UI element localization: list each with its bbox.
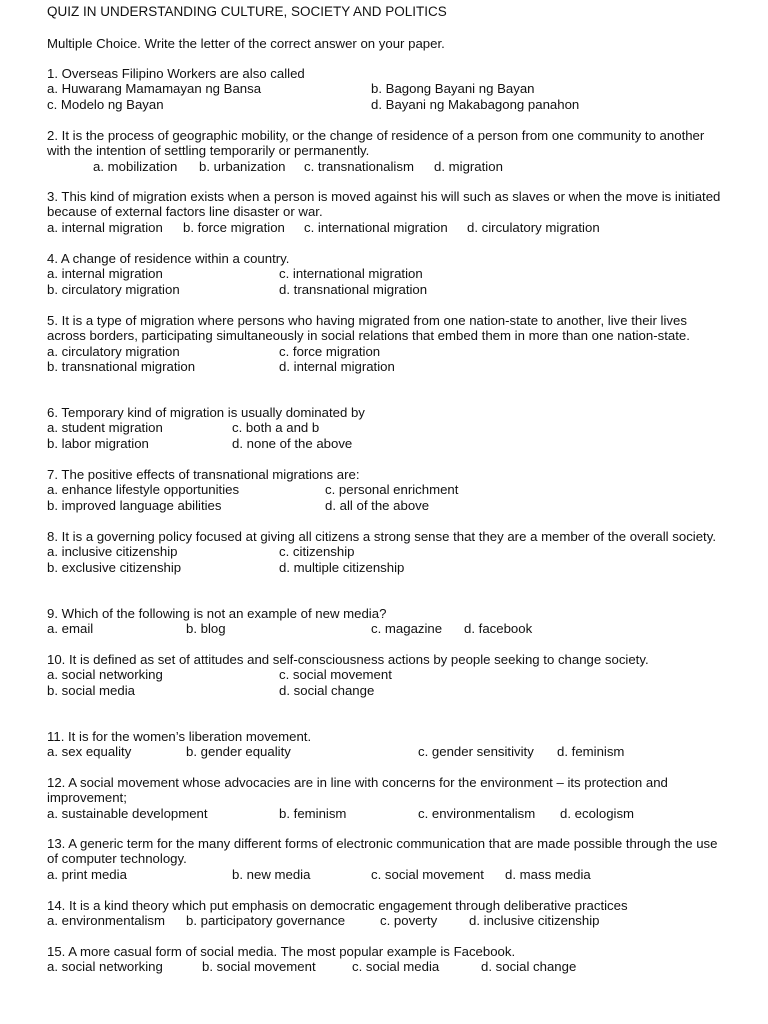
question-stem: 14. It is a kind theory which put emphasis on democratic engagement through deliberative practices: [47, 898, 628, 913]
question-stem: 1. Overseas Filipino Workers are also called: [47, 66, 305, 81]
option-c: c. magazine: [371, 621, 443, 637]
question-stem: 13. A generic term for the many different forms of electronic communication that are made possible through the use of computer technology.: [47, 836, 718, 867]
option-b: b. improved language abilities: [47, 497, 222, 513]
option-d: d. Bayani ng Makabagong panahon: [371, 96, 580, 112]
option-c: c. citizenship: [279, 544, 355, 560]
option-c: c. environmentalism: [418, 805, 536, 821]
option-b: b. circulatory migration: [47, 281, 180, 297]
option-b: b. labor migration: [47, 435, 149, 451]
option-c: c. international migration: [304, 219, 448, 235]
option-b: b. transnational migration: [47, 359, 196, 375]
option-a: a. sex equality: [47, 744, 132, 760]
question-1: [47, 66, 727, 112]
option-d: d. migration: [434, 158, 503, 174]
question-10: [47, 652, 727, 698]
question-stem: 12. A social movement whose advocacies are in line with concerns for the environment – its protection and improvement;: [47, 775, 668, 806]
option-a: a. sustainable development: [47, 805, 208, 821]
option-a: a. enhance lifestyle opportunities: [47, 482, 240, 498]
option-a: a. social networking: [47, 959, 163, 975]
question-stem: 8. It is a governing policy focused at giving all citizens a strong sense that they are a member of the overall society.: [47, 529, 717, 544]
question-7: [47, 467, 727, 513]
instructions: Multiple Choice. Write the letter of the correct answer on your paper.: [47, 36, 445, 51]
question-stem: 7. The positive effects of transnational migrations are:: [47, 467, 360, 482]
option-a: a. inclusive citizenship: [47, 544, 178, 560]
option-c: c. force migration: [279, 343, 381, 359]
option-b: b. new media: [232, 866, 311, 882]
option-d: d. feminism: [557, 744, 625, 760]
question-5: [47, 313, 727, 375]
option-d: d. none of the above: [232, 435, 353, 451]
question-14: [47, 898, 727, 929]
option-a: a. internal migration: [47, 219, 163, 235]
question-stem: 10. It is defined as set of attitudes and self-consciousness actions by people seeking to change society.: [47, 652, 649, 667]
question-stem: 6. Temporary kind of migration is usually dominated by: [47, 405, 365, 420]
question-4: [47, 251, 727, 297]
question-13: [47, 836, 727, 882]
option-c: c. transnationalism: [304, 158, 414, 174]
option-d: d. ecologism: [560, 805, 635, 821]
option-a: a. internal migration: [47, 266, 163, 282]
question-stem: 15. A more casual form of social media. The most popular example is Facebook.: [47, 944, 516, 959]
option-a: a. email: [47, 621, 94, 637]
option-a: a. social networking: [47, 667, 163, 683]
option-a: a. mobilization: [93, 158, 178, 174]
option-c: c. gender sensitivity: [418, 744, 534, 760]
option-d: d. facebook: [464, 621, 533, 637]
question-6: [47, 405, 727, 451]
question-stem: 2. It is the process of geographic mobility, or the change of residence of a person from one community to another with the intention of settling temporarily or permanently.: [47, 128, 705, 159]
option-c: c. social media: [352, 959, 440, 975]
option-a: a. environmentalism: [47, 913, 166, 929]
option-d: d. multiple citizenship: [279, 559, 405, 575]
option-a: a. Huwarang Mamamayan ng Bansa: [47, 81, 262, 97]
option-d: d. internal migration: [279, 359, 395, 375]
option-d: d. social change: [279, 682, 375, 698]
option-b: b. social media: [47, 682, 135, 698]
option-b: b. exclusive citizenship: [47, 559, 182, 575]
question-9: [47, 606, 727, 637]
option-c: c. social movement: [371, 866, 484, 882]
option-a: a. circulatory migration: [47, 343, 180, 359]
question-15: [47, 944, 727, 975]
option-c: c. international migration: [279, 266, 423, 282]
option-c: c. poverty: [380, 913, 438, 929]
option-b: b. gender equality: [186, 744, 291, 760]
option-d: d. inclusive citizenship: [469, 913, 600, 929]
option-b: b. feminism: [279, 805, 347, 821]
question-stem: 11. It is for the women’s liberation movement.: [47, 729, 312, 744]
option-d: d. mass media: [505, 866, 591, 882]
question-stem: 5. It is a type of migration where persons who having migrated from one nation-state to another, live their lives across borders, participating simultaneously in social relations that embed them in more than one nation-state.: [47, 313, 690, 344]
option-d: d. circulatory migration: [467, 219, 600, 235]
option-b: b. participatory governance: [186, 913, 346, 929]
option-b: b. blog: [186, 621, 226, 637]
option-b: b. social movement: [202, 959, 316, 975]
question-stem: 9. Which of the following is not an example of new media?: [47, 606, 387, 621]
question-2: [47, 128, 727, 174]
option-d: d. transnational migration: [279, 281, 428, 297]
option-c: c. personal enrichment: [325, 482, 459, 498]
question-8: [47, 529, 727, 575]
option-a: a. print media: [47, 866, 127, 882]
question-3: [47, 189, 727, 235]
option-b: b. Bagong Bayani ng Bayan: [371, 81, 535, 97]
option-c: c. social movement: [279, 667, 392, 683]
question-11: [47, 729, 727, 760]
option-b: b. urbanization: [199, 158, 286, 174]
question-stem: 4. A change of residence within a country.: [47, 251, 290, 266]
option-b: b. force migration: [183, 219, 285, 235]
option-c: c. Modelo ng Bayan: [47, 96, 164, 112]
question-stem: 3. This kind of migration exists when a person is moved against his will such as slaves or when the move is initiated because of external factors line disaster or war.: [47, 189, 721, 220]
option-c: c. both a and b: [232, 420, 320, 436]
quiz-title: QUIZ IN UNDERSTANDING CULTURE, SOCIETY AND POLITICS: [47, 4, 447, 19]
option-a: a. student migration: [47, 420, 163, 436]
option-d: d. all of the above: [325, 497, 430, 513]
option-d: d. social change: [481, 959, 577, 975]
question-12: [47, 775, 727, 821]
